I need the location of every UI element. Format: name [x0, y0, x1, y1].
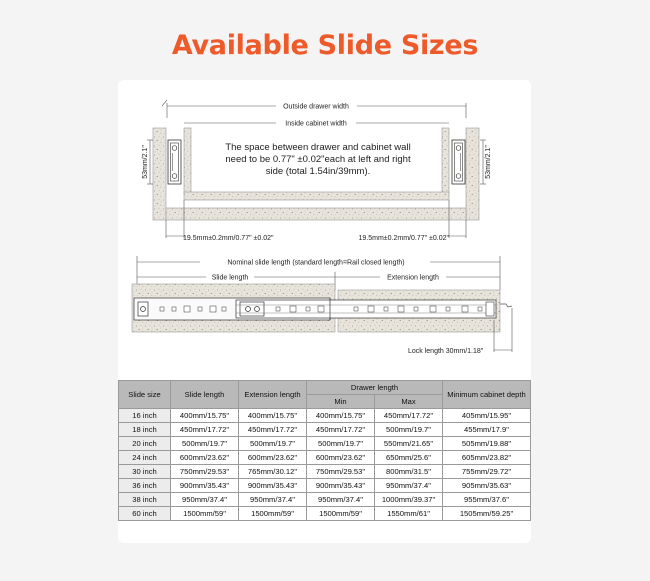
page-title: Available Slide Sizes [171, 30, 479, 61]
slide-profile-right [452, 140, 465, 184]
cell-slide-size: 38 inch [119, 493, 171, 507]
slide-rail [134, 298, 496, 320]
cell-drawer-max: 550mm/21.65" [375, 437, 443, 451]
table-row [119, 465, 531, 479]
cabinet-bottom [166, 208, 466, 220]
extension-length-label: Extension length [387, 274, 439, 282]
cell-slide-length: 750mm/29.53" [171, 465, 239, 479]
slide-profile-left [168, 140, 181, 184]
cell-slide-length: 950mm/37.4" [171, 493, 239, 507]
cell-extension-length: 400mm/15.75" [239, 409, 307, 423]
gap-label-right: 19.5mm±0.2mm/0.77" ±0.02" [358, 235, 449, 242]
cell-drawer-min: 950mm/37.4" [307, 493, 375, 507]
cell-drawer-min: 450mm/17.72" [307, 423, 375, 437]
cell-drawer-min: 900mm/35.43" [307, 479, 375, 493]
cell-slide-size: 24 inch [119, 451, 171, 465]
gap-description-line-1: The space between drawer and cabinet wall [225, 142, 411, 153]
cell-extension-length: 600mm/23.62" [239, 451, 307, 465]
header-slide-length: Slide length [171, 381, 239, 409]
height-label-right: 53mm/2.1" [485, 145, 492, 179]
cell-drawer-max: 1000mm/39.37" [375, 493, 443, 507]
slide-length-label: Slide length [211, 274, 249, 282]
table-row [119, 479, 531, 493]
header-slide-size: Slide size [119, 381, 171, 409]
cell-extension-length: 950mm/37.4" [239, 493, 307, 507]
cell-min-cabinet-depth: 405mm/15.95" [443, 409, 531, 423]
cell-extension-length: 500mm/19.7" [239, 437, 307, 451]
cell-slide-length: 1500mm/59" [171, 507, 239, 521]
cell-min-cabinet-depth: 955mm/37.6" [443, 493, 531, 507]
cell-drawer-min: 500mm/19.7" [307, 437, 375, 451]
cell-drawer-min: 600mm/23.62" [307, 451, 375, 465]
cell-slide-size: 16 inch [119, 409, 171, 423]
table-row [119, 409, 531, 423]
outside-width-label: Outside drawer width [283, 103, 349, 111]
gap-label-left: 19.5mm±0.2mm/0.77" ±0.02" [183, 235, 274, 242]
table-row [119, 423, 531, 437]
header-extension-length: Extension length [239, 381, 307, 409]
cell-drawer-max: 500mm/19.7" [375, 423, 443, 437]
cell-drawer-max: 650mm/25.6" [375, 451, 443, 465]
nominal-length-label: Nominal slide length (standard length=Rail closed length) [227, 259, 405, 267]
cell-slide-size: 60 inch [119, 507, 171, 521]
cross-section-diagram [142, 100, 492, 242]
cell-slide-length: 600mm/23.62" [171, 451, 239, 465]
table-row [119, 437, 531, 451]
drawer-side-left [184, 128, 191, 194]
cell-drawer-min: 1500mm/59" [307, 507, 375, 521]
side-view-diagram [132, 256, 512, 355]
cell-drawer-max: 800mm/31.5" [375, 465, 443, 479]
table-row [119, 493, 531, 507]
cell-slide-length: 400mm/15.75" [171, 409, 239, 423]
header-min: Min [307, 395, 375, 409]
cell-min-cabinet-depth: 905mm/35.63" [443, 479, 531, 493]
cell-min-cabinet-depth: 455mm/17.9" [443, 423, 531, 437]
cell-slide-length: 500mm/19.7" [171, 437, 239, 451]
cell-drawer-max: 1550mm/61" [375, 507, 443, 521]
gap-description-line-3: side (total 1.54in/39mm). [265, 166, 371, 177]
inside-width-label: Inside cabinet width [285, 120, 347, 128]
cell-min-cabinet-depth: 755mm/29.72" [443, 465, 531, 479]
header-drawer-length: Drawer length [307, 381, 443, 395]
cell-min-cabinet-depth: 1505mm/59.25" [443, 507, 531, 521]
cell-slide-size: 36 inch [119, 479, 171, 493]
height-label-left: 53mm/2.1" [142, 145, 149, 179]
lock-length-label: Lock length 30mm/1.18" [408, 348, 484, 355]
cell-slide-size: 18 inch [119, 423, 171, 437]
cabinet-wall-left [153, 128, 166, 220]
cell-drawer-min: 400mm/15.75" [307, 409, 375, 423]
cell-slide-size: 20 inch [119, 437, 171, 451]
header-max: Max [375, 395, 443, 409]
slide-size-table [118, 380, 531, 521]
cell-slide-size: 30 inch [119, 465, 171, 479]
cell-extension-length: 900mm/35.43" [239, 479, 307, 493]
cell-slide-length: 450mm/17.72" [171, 423, 239, 437]
drawer-bottom [184, 192, 449, 200]
cell-extension-length: 765mm/30.12" [239, 465, 307, 479]
table-row [119, 507, 531, 521]
table-row [119, 451, 531, 465]
cell-drawer-max: 450mm/17.72" [375, 409, 443, 423]
gap-description-line-2: need to be 0.77" ±0.02"each at left and right [225, 154, 411, 165]
cell-extension-length: 450mm/17.72" [239, 423, 307, 437]
cell-min-cabinet-depth: 505mm/19.88" [443, 437, 531, 451]
cabinet-wall-right [466, 128, 479, 220]
cell-extension-length: 1500mm/59" [239, 507, 307, 521]
cell-drawer-min: 750mm/29.53" [307, 465, 375, 479]
cell-slide-length: 900mm/35.43" [171, 479, 239, 493]
header-min-cabinet-depth: Minimum cabinet depth [443, 381, 531, 409]
drawer-side-right [442, 128, 449, 194]
cell-min-cabinet-depth: 605mm/23.82" [443, 451, 531, 465]
cell-drawer-max: 950mm/37.4" [375, 479, 443, 493]
